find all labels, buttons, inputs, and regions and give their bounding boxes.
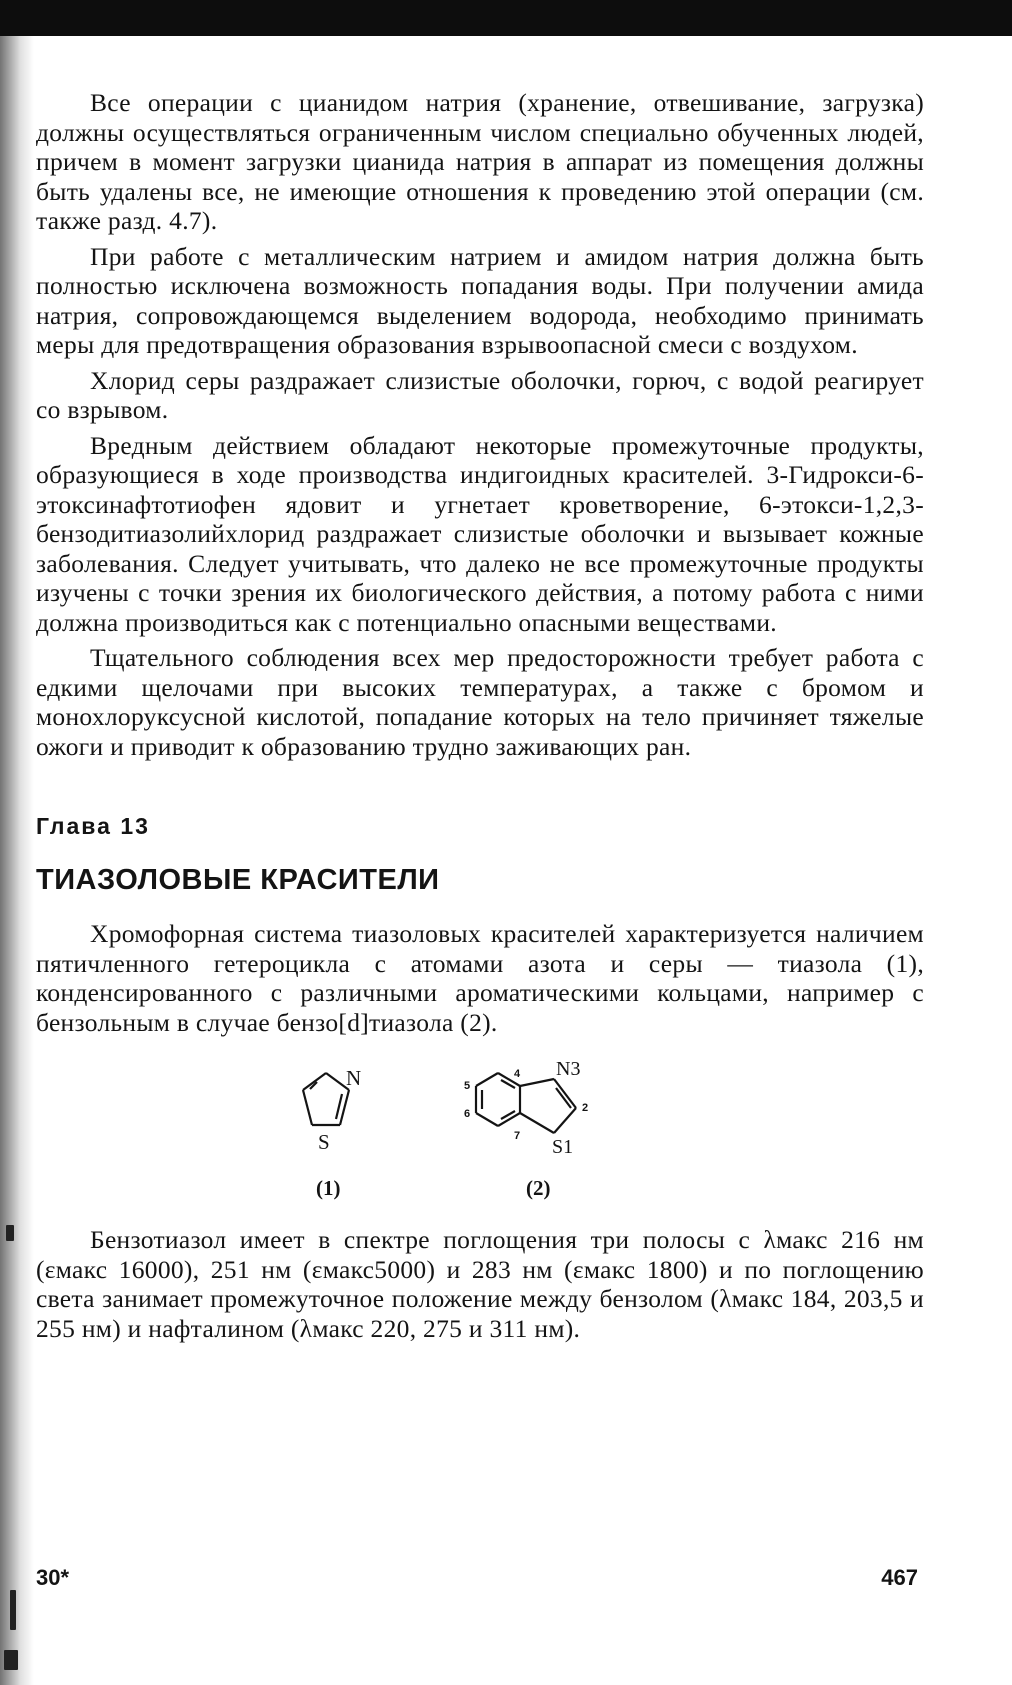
benzothiazole-s-label: S1 xyxy=(552,1136,574,1158)
thiazole-s-label: S xyxy=(318,1130,330,1154)
paragraph-alkalis: Тщательного соблюдения всех мер предосторожности требует работа с едкими щелочами при высоких температурах, а также с бромом и монохлоруксусной кислотой, попадание которых на тело причиняет тяжелые ожоги и приводит к образованию трудно заживающих ран. xyxy=(36,643,924,761)
benzothiazole-caption: (2) xyxy=(526,1176,551,1200)
benzothiazole-n-label: N3 xyxy=(556,1058,581,1080)
scan-speck xyxy=(4,1650,18,1670)
position-4-label: 4 xyxy=(514,1068,521,1080)
thiazole-n-label: N xyxy=(346,1066,362,1090)
scan-left-edge-shadow xyxy=(0,36,34,1685)
paragraph-chromophore: Хромофорная система тиазоловых красителей характеризуется наличием пятичленного гетероцикла с атомами азота и серы — тиазола (1), конденсированного с различными ароматическими кольцами, например с бензольным в случае бензо[d]тиазола (2). xyxy=(36,919,924,1037)
page-number: 467 xyxy=(881,1565,918,1590)
chapter-label: Глава 13 xyxy=(36,813,150,839)
signature-mark: 30* xyxy=(36,1565,70,1590)
position-6-label: 6 xyxy=(464,1108,471,1120)
position-5-label: 5 xyxy=(464,1080,471,1092)
page-content xyxy=(36,88,924,1349)
paragraph-intermediates: Вредным действием обладают некоторые промежуточные продукты, образующиеся в ходе производства индигоидных красителей. 3-Гидрокси-6-этоксинафтотиофен ядовит и угнетает кроветворение, 6-этокси-1,2,3-бензодитиазолийхлорид раздражает слизистые оболочки и вызывает кожные заболевания. Следует учитывать, что далеко не все промежуточные продукты изучены с точки зрения их биологического действия, а потому работа с ними должна производиться как с потенциально опасными веществами. xyxy=(36,430,924,637)
thiazole-structure xyxy=(303,1073,349,1125)
scan-speck xyxy=(6,1225,14,1241)
benzothiazole-structure xyxy=(476,1073,576,1133)
chapter-title: ТИАЗОЛОВЫЕ КРАСИТЕЛИ xyxy=(36,864,440,896)
scan-speck xyxy=(10,1590,16,1630)
position-2-label: 2 xyxy=(582,1102,589,1114)
position-7-label: 7 xyxy=(514,1130,521,1142)
paragraph-sodium-cyanide: Все операции с цианидом натрия (хранение, отвешивание, загрузка) должны осуществляться ограниченным числом специально обученных людей, причем в момент загрузки цианида натрия в аппарат из помещения должны быть удалены все, не имеющие отношения к проведению этой операции (см. также разд. 4.7). xyxy=(36,88,924,235)
thiazole-caption: (1) xyxy=(316,1176,341,1200)
paragraph-sulfur-chloride: Хлорид серы раздражает слизистые оболочки, горюч, с водой реагирует со взрывом. xyxy=(36,365,924,424)
scan-top-border xyxy=(0,0,1012,36)
page-footer xyxy=(36,1565,924,1595)
paragraph-benzothiazole-spectrum: Бензотиазол имеет в спектре поглощения три полосы с λмакс 216 нм (εмакс 16000), 251 нм (εмакс5000) и 283 нм (εмакс 1800) и по поглощению света занимает промежуточное положение между бензолом (λмакс 184, 203,5 и 255 нм) и нафталином (λмакс 220, 275 и 311 нм). xyxy=(36,1225,924,1343)
chemical-structures xyxy=(36,1053,924,1203)
paragraph-sodium-metal: При работе с металлическим натрием и амидом натрия должна быть полностью исключена возможность попадания воды. При получении амида натрия, сопровождающемся выделением водорода, необходимо принимать меры для предотвращения образования взрывоопасной смеси с воздухом. xyxy=(36,241,924,359)
structures-figure xyxy=(36,1053,924,1203)
